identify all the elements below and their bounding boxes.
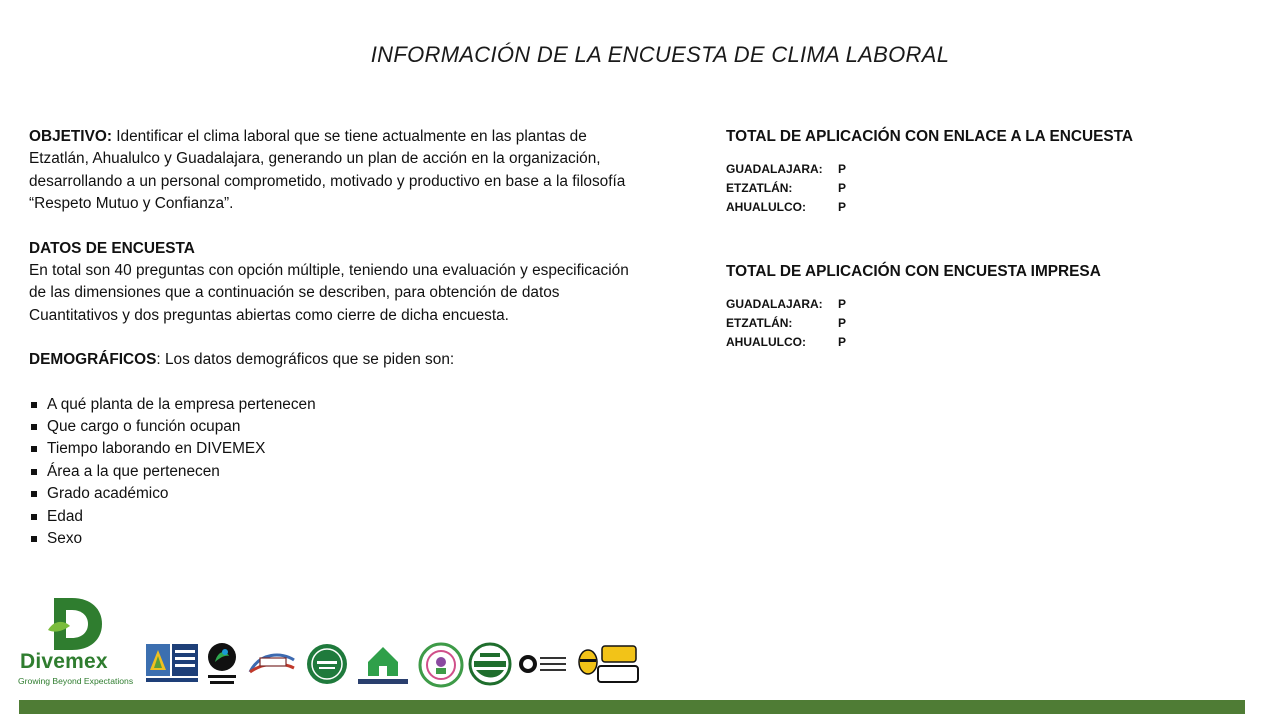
online-heading: TOTAL DE APLICACIÓN CON ENLACE A LA ENCUESTA [726,128,1133,145]
stat-row: AHUALULCO: P [726,335,847,349]
empresa-agricola-icon [418,642,464,688]
list-item: A qué planta de la empresa pertenecen [29,394,649,416]
square-bullet-icon [31,469,37,475]
list-item: Área a la que pertenecen [29,461,649,483]
demographics-label: DEMOGRÁFICOS [29,351,157,369]
printed-heading: TOTAL DE APLICACIÓN CON ENCUESTA IMPRESA [726,263,1101,280]
whole-trade-icon [306,642,348,686]
page-title: INFORMACIÓN DE LA ENCUESTA DE CLIMA LABORAL [370,42,950,67]
stat-row: GUADALAJARA: P [726,162,847,176]
square-bullet-icon [31,514,37,520]
non-gmo-project-icon [146,644,198,684]
application-totals [726,126,1246,352]
survey-data-heading: DATOS DE ENCUESTA [29,239,195,257]
list-item: Tiempo laborando en DIVEMEX [29,438,649,460]
brand-tagline: Growing Beyond Expectations [18,676,134,686]
brand-name: Divemex [20,650,108,673]
demographics-paragraph [29,349,649,371]
esr-icon [518,652,570,676]
printed-section [726,261,1246,352]
list-item: Grado académico [29,483,649,505]
stat-row: ETZATLÁN: P [726,181,847,195]
bee-squad-icon [576,644,640,686]
objective-paragraph [29,126,649,216]
square-bullet-icon [31,402,37,408]
stat-row: ETZATLÁN: P [726,316,847,330]
square-bullet-icon [31,424,37,430]
usda-organic-icon [468,642,512,686]
divemex-logo [16,596,132,688]
online-section [726,126,1246,217]
stat-row: GUADALAJARA: P [726,297,847,311]
list-item: Que cargo o función ocupan [29,416,649,438]
objective-label: OBJETIVO: [29,128,112,145]
objective-text: Identificar el clima laboral que se tiene actualmente en las plantas de Etzatlán, Ahualulco y Guadalajara, generando un plan de acción en la organización, desarrollando a un personal comprometido, motivado y productivo en base a la filosofía “Respeto Mutuo y Confianza”. [29,128,626,213]
list-item: Sexo [29,528,649,550]
printed-stats [726,295,1246,352]
como-en-casa-icon [354,642,412,688]
demographics-text: : Los datos demográficos que se piden son: [156,351,455,369]
fair-trade-icon [206,642,238,686]
divemex-d-icon [46,596,104,652]
survey-info [29,126,649,551]
demographics-list [29,394,649,551]
online-stats [726,160,1246,217]
square-bullet-icon [31,536,37,542]
survey-data-text: En total son 40 preguntas con opción múltiple, teniendo una evaluación y especificación de las dimensiones que a continuación se describen, para obtención de datos Cuantitativos y dos preguntas abiertas como cierre de dicha encuesta. [29,262,629,324]
stat-row: AHUALULCO: P [726,200,847,214]
footer-bar [19,700,1245,714]
ctpat-icon [246,650,298,676]
list-item: Edad [29,506,649,528]
square-bullet-icon [31,491,37,497]
square-bullet-icon [31,446,37,452]
